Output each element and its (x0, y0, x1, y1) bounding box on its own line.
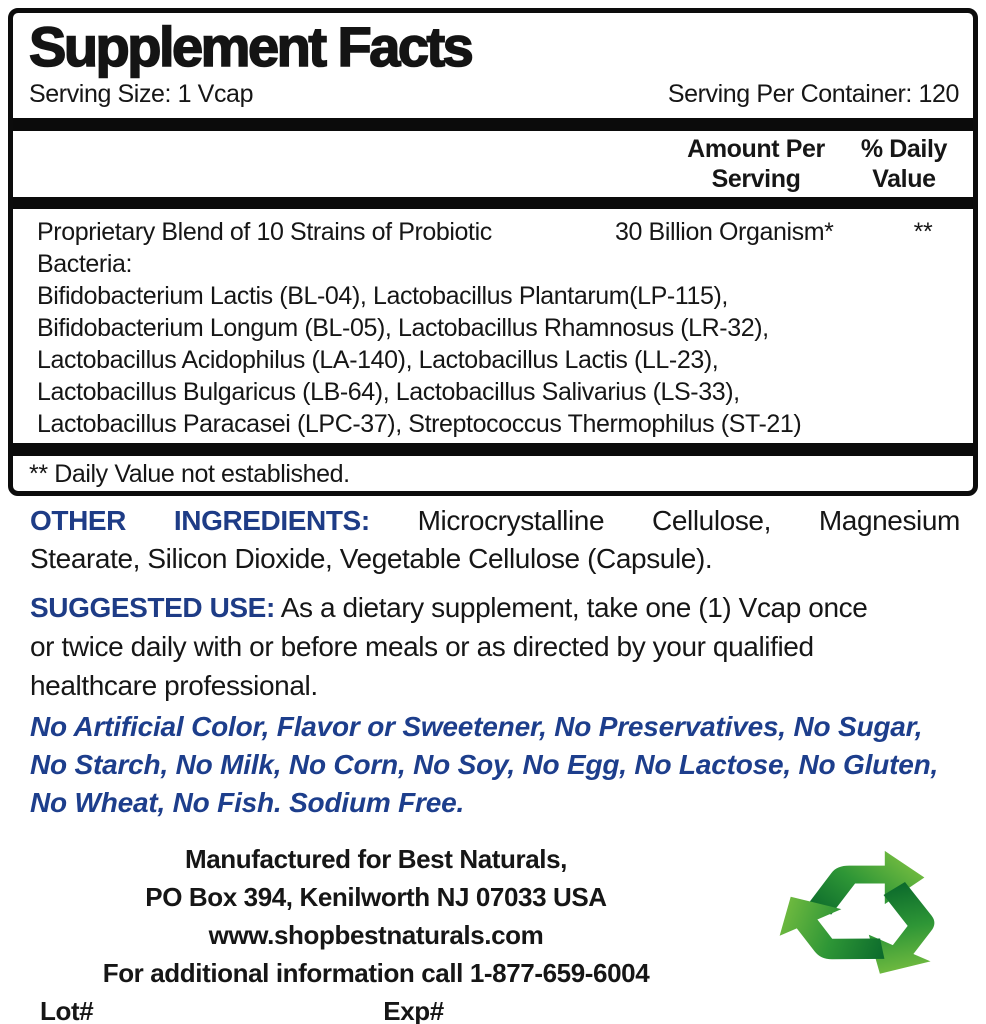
strain-line: Bifidobacterium Lactis (BL-04), Lactobacillus Plantarum(LP-115), (37, 282, 728, 310)
strain-line: Lactobacillus Acidophilus (LA-140), Lactobacillus Lactis (LL-23), (37, 346, 719, 374)
suggested-use-line1: SUGGESTED USE: As a dietary supplement, take one (1) Vcap once (30, 592, 868, 623)
manufacturer-info (10, 840, 742, 1024)
serving-row (13, 76, 973, 118)
blend-amount: 30 Billion Organism* (615, 218, 834, 246)
ingredient-row (13, 209, 973, 248)
blend-name: Proprietary Blend of 10 Strains of Probiotic (37, 218, 492, 246)
amount-per-serving-header: Amount Per Serving (687, 135, 825, 193)
divider-bar-top (13, 118, 973, 131)
serving-size: Serving Size: 1 Vcap (29, 80, 254, 108)
blend-daily-value: ** (913, 218, 933, 246)
supplement-facts-panel (8, 8, 978, 496)
other-ingredients-section (30, 502, 960, 578)
lot-label: Lot# (40, 996, 94, 1024)
divider-bar-middle (13, 197, 973, 209)
lot-exp-row (10, 992, 742, 1024)
suggested-use-line3: healthcare professional. (30, 670, 318, 701)
strain-line: Lactobacillus Bulgaricus (LB-64), Lactobacillus Salivarius (LS-33), (37, 378, 740, 406)
servings-per-container: Serving Per Container: 120 (667, 80, 959, 108)
column-headers (13, 131, 973, 197)
blend-name-line2: Bacteria: (37, 250, 133, 278)
daily-value-footnote: ** Daily Value not established. (29, 460, 350, 488)
phone-line: For additional information call 1-877-659-6004 (102, 958, 650, 988)
other-ingredients-label: OTHER INGREDIENTS: (30, 505, 370, 536)
recycle-icon (766, 842, 964, 990)
free-of-claims: No Artificial Color, Flavor or Sweetener, No Preservatives, No Sugar, No Starch, No Milk, No Corn, No Soy, No Egg, No Lactose, No Gluten, No Wheat, No Fish. Sodium Free. (30, 711, 939, 818)
other-ingredients-line1: OTHER INGREDIENTS: Microcrystalline Cellulose, Magnesium (30, 505, 960, 536)
suggested-use-section (30, 588, 960, 705)
manufacturer-line: Manufactured for Best Naturals, (184, 844, 567, 874)
divider-bar-bottom (13, 443, 973, 456)
daily-value-header: % Daily Value (860, 135, 947, 193)
suggested-use-label: SUGGESTED USE: (30, 592, 275, 623)
strain-line: Bifidobacterium Longum (BL-05), Lactobacillus Rhamnosus (LR-32), (37, 314, 769, 342)
suggested-use-line2: or twice daily with or before meals or as directed by your qualified (30, 631, 814, 662)
panel-title: Supplement Facts (29, 15, 472, 78)
website: www.shopbestnaturals.com (208, 920, 544, 950)
other-ingredients-line2: Stearate, Silicon Dioxide, Vegetable Cellulose (Capsule). (30, 543, 713, 574)
address-line: PO Box 394, Kenilworth NJ 07033 USA (145, 882, 607, 912)
strain-line: Lactobacillus Paracasei (LPC-37), Streptococcus Thermophilus (ST-21) (37, 410, 802, 438)
exp-label: Exp# (383, 996, 444, 1024)
